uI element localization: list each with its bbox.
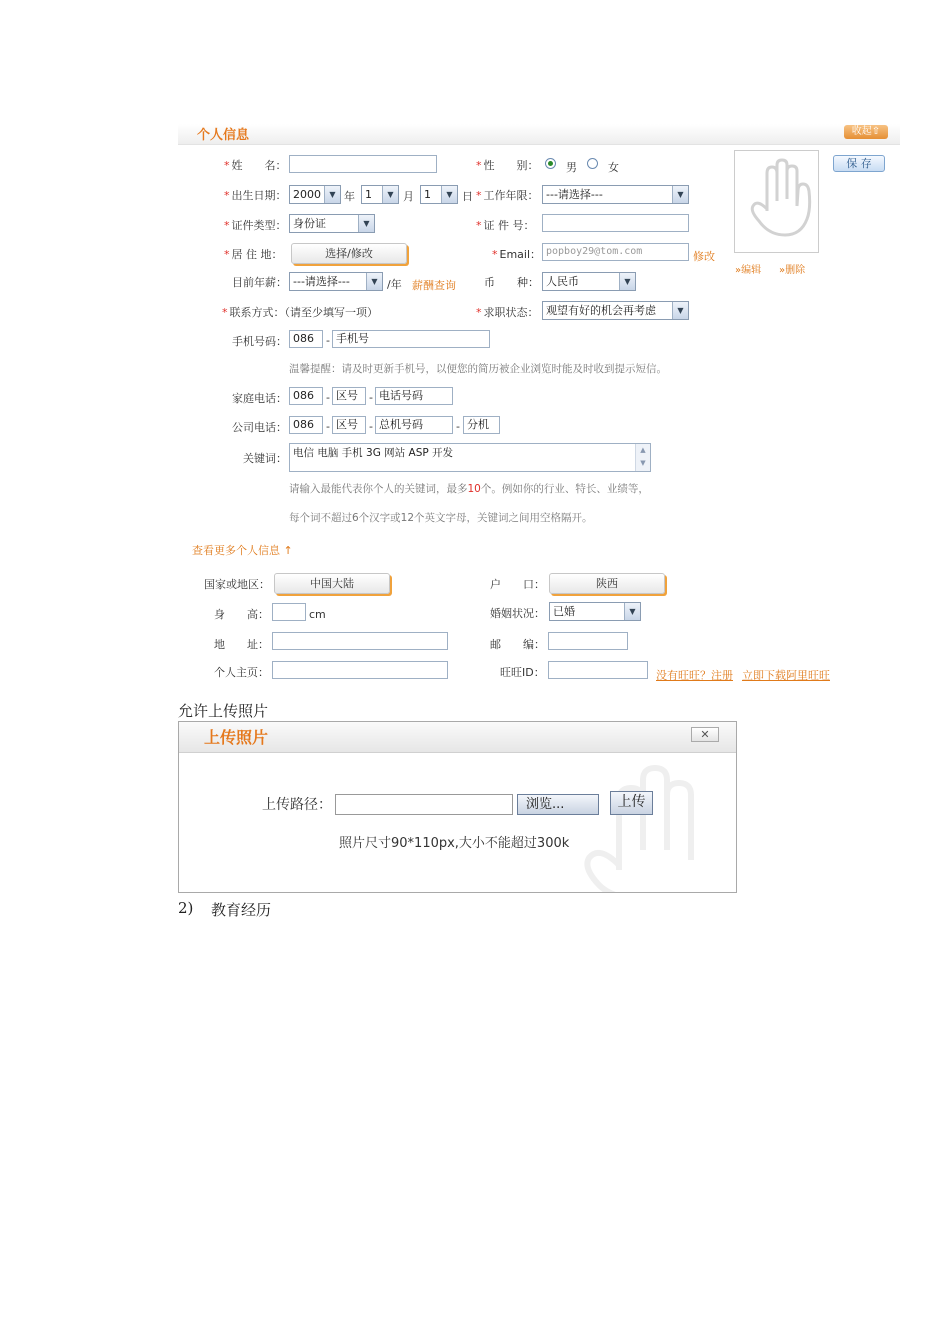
upload-caption: 允许上传照片 [178, 702, 269, 720]
browse-label: 浏览... [526, 797, 565, 812]
height-input[interactable] [272, 603, 306, 621]
section-header [178, 124, 900, 145]
gender-male-label: 男 [566, 161, 577, 174]
homepage-input[interactable] [272, 661, 448, 679]
chevron-down-icon: ▼ [358, 215, 374, 232]
name-label: * 姓 名： [224, 159, 287, 172]
chevron-down-icon: ▼ [672, 302, 688, 319]
collapse-icon: ⇧ [871, 126, 881, 137]
id-type-label: * 证件类型： [224, 219, 287, 232]
salary-unit: /年 [387, 278, 402, 291]
id-no-input[interactable] [542, 214, 689, 232]
keywords-hint-2: 每个词不超过6个汉字或12个英文字母，关键词之间用空格隔开。 [289, 512, 593, 524]
photo-delete-link[interactable]: »删除 [779, 265, 806, 276]
collapse-button[interactable] [844, 125, 888, 139]
mobile-label: 手机号码： [232, 335, 287, 348]
chevron-down-icon: ▼ [672, 186, 688, 203]
office-number-input[interactable]: 总机号码 [375, 416, 453, 434]
office-area-input[interactable]: 区号 [332, 416, 366, 434]
collapse-label: 收起 [851, 126, 872, 137]
save-label: 保 存 [846, 157, 872, 170]
chevron-down-icon: ▼ [619, 273, 635, 290]
scroll-up-icon[interactable]: ▲ [640, 446, 646, 454]
email-label: * Email： [492, 248, 542, 261]
dash: - [326, 391, 330, 404]
gender-female-radio[interactable] [587, 158, 598, 169]
path-label: 上传路径： [262, 797, 332, 813]
keywords-label: 关键词： [243, 452, 287, 465]
work-years-select[interactable]: ---请选择--- ▼ [542, 185, 689, 204]
email-modify-link[interactable]: 修改 [693, 250, 715, 263]
dialog-title: 上传照片 [204, 728, 269, 747]
mobile-input[interactable]: 手机号 [332, 330, 490, 348]
dob-label: * 出生日期： [224, 189, 287, 202]
gender-label: * 性 别： [476, 159, 539, 172]
month-unit: 月 [403, 190, 414, 203]
gender-male-radio[interactable] [545, 158, 556, 169]
address-input[interactable] [272, 632, 448, 650]
postcode-input[interactable] [548, 632, 628, 650]
photo-edit-link[interactable]: »编辑 [735, 265, 762, 276]
dash: - [456, 420, 460, 433]
home-area-input[interactable]: 区号 [332, 387, 366, 405]
keywords-textarea[interactable] [289, 443, 651, 472]
more-info-toggle[interactable]: 查看更多个人信息 ↑ [192, 544, 293, 557]
currency-select[interactable]: 人民币 ▼ [542, 272, 636, 291]
mobile-code-input[interactable]: 086 [289, 330, 323, 348]
dash: - [326, 420, 330, 433]
year-unit: 年 [344, 190, 355, 203]
wangwang-label: 旺旺ID： [500, 666, 545, 679]
contact-label: * 联系方式：（请至少填写一项） [222, 306, 378, 319]
homepage-label: 个人主页： [214, 666, 269, 679]
upload-dialog [178, 721, 737, 893]
chevron-down-icon: ▼ [366, 273, 382, 290]
postcode-label: 邮 编： [490, 638, 545, 651]
close-button[interactable] [691, 727, 719, 742]
hand-watermark-icon [559, 750, 737, 893]
hand-icon [735, 151, 818, 252]
education-caption: 教育经历 [211, 901, 272, 919]
residence-label: * 居 住 地： [224, 248, 283, 261]
path-input[interactable] [335, 794, 513, 815]
wangwang-input[interactable] [548, 661, 648, 679]
id-type-select[interactable]: 身份证 ▼ [289, 214, 375, 233]
dob-day-select[interactable]: 1 ▼ [420, 185, 458, 204]
dob-year-select[interactable]: 2000 ▼ [289, 185, 341, 204]
job-status-label: * 求职状态： [476, 306, 539, 319]
wangwang-download-link[interactable]: 立即下载阿里旺旺 [742, 669, 830, 682]
salary-label: 目前年薪： [232, 276, 287, 289]
gender-female-label: 女 [608, 161, 619, 174]
address-label: 地 址： [214, 638, 269, 651]
salary-select[interactable]: ---请选择--- ▼ [289, 272, 383, 291]
home-code-input[interactable]: 086 [289, 387, 323, 405]
residence-button[interactable]: 选择/修改 [291, 243, 407, 264]
section-title: 个人信息 [197, 128, 250, 143]
dash: - [326, 334, 330, 347]
home-phone-label: 家庭电话： [232, 392, 287, 405]
id-no-label: * 证 件 号： [476, 219, 535, 232]
photo-box[interactable] [734, 150, 819, 253]
country-label: 国家或地区： [204, 578, 270, 591]
office-phone-label: 公司电话： [232, 421, 287, 434]
country-button[interactable]: 中国大陆 [274, 573, 390, 594]
salary-query-link[interactable]: 薪酬查询 [412, 279, 456, 292]
chevron-down-icon: ▼ [382, 186, 398, 203]
keywords-hint-1: 请输入最能代表你个人的关键词，最多10个。例如你的行业、特长、业绩等， [289, 483, 649, 495]
work-years-label: * 工作年限： [476, 189, 539, 202]
dash: - [369, 391, 373, 404]
mobile-hint: 温馨提醒：请及时更新手机号，以便您的简历被企业浏览时能及时收到提示短信。 [289, 363, 667, 375]
save-button[interactable] [833, 155, 885, 172]
name-input[interactable] [289, 155, 437, 173]
chevron-down-icon: ▼ [441, 186, 457, 203]
marital-label: 婚姻状况： [490, 607, 545, 620]
hukou-button[interactable]: 陕西 [549, 573, 665, 594]
height-label: 身 高： [214, 608, 269, 621]
marital-select[interactable]: 已婚 ▼ [549, 602, 641, 621]
office-code-input[interactable]: 086 [289, 416, 323, 434]
job-status-select[interactable]: 观望有好的机会再考虑 ▼ [542, 301, 689, 320]
chevron-down-icon: ▼ [624, 603, 640, 620]
upload-button[interactable] [610, 791, 653, 815]
browse-button[interactable] [517, 794, 599, 815]
hukou-label: 户 口： [490, 578, 545, 591]
scrollbar[interactable] [635, 444, 650, 471]
home-number-input[interactable]: 电话号码 [375, 387, 453, 405]
keywords-value: 电信 电脑 手机 3G 网站 ASP 开发 [293, 447, 454, 459]
wangwang-register-link[interactable]: 没有旺旺？注册 [656, 669, 733, 682]
office-ext-input[interactable]: 分机 [463, 416, 500, 434]
height-unit: cm [309, 608, 326, 621]
upload-note: 照片尺寸90*110px,大小不能超过300k [339, 836, 570, 851]
dob-month-select[interactable]: 1 ▼ [361, 185, 399, 204]
education-number: 2) [178, 899, 194, 917]
upload-label: 上传 [617, 794, 646, 810]
close-icon: ✕ [700, 728, 710, 741]
day-unit: 日 [462, 190, 473, 203]
currency-label: 币 种： [484, 276, 539, 289]
scroll-down-icon[interactable]: ▼ [640, 459, 646, 467]
chevron-down-icon: ▼ [324, 186, 340, 203]
email-input[interactable]: popboy29@tom.com [542, 243, 689, 261]
dash: - [369, 420, 373, 433]
